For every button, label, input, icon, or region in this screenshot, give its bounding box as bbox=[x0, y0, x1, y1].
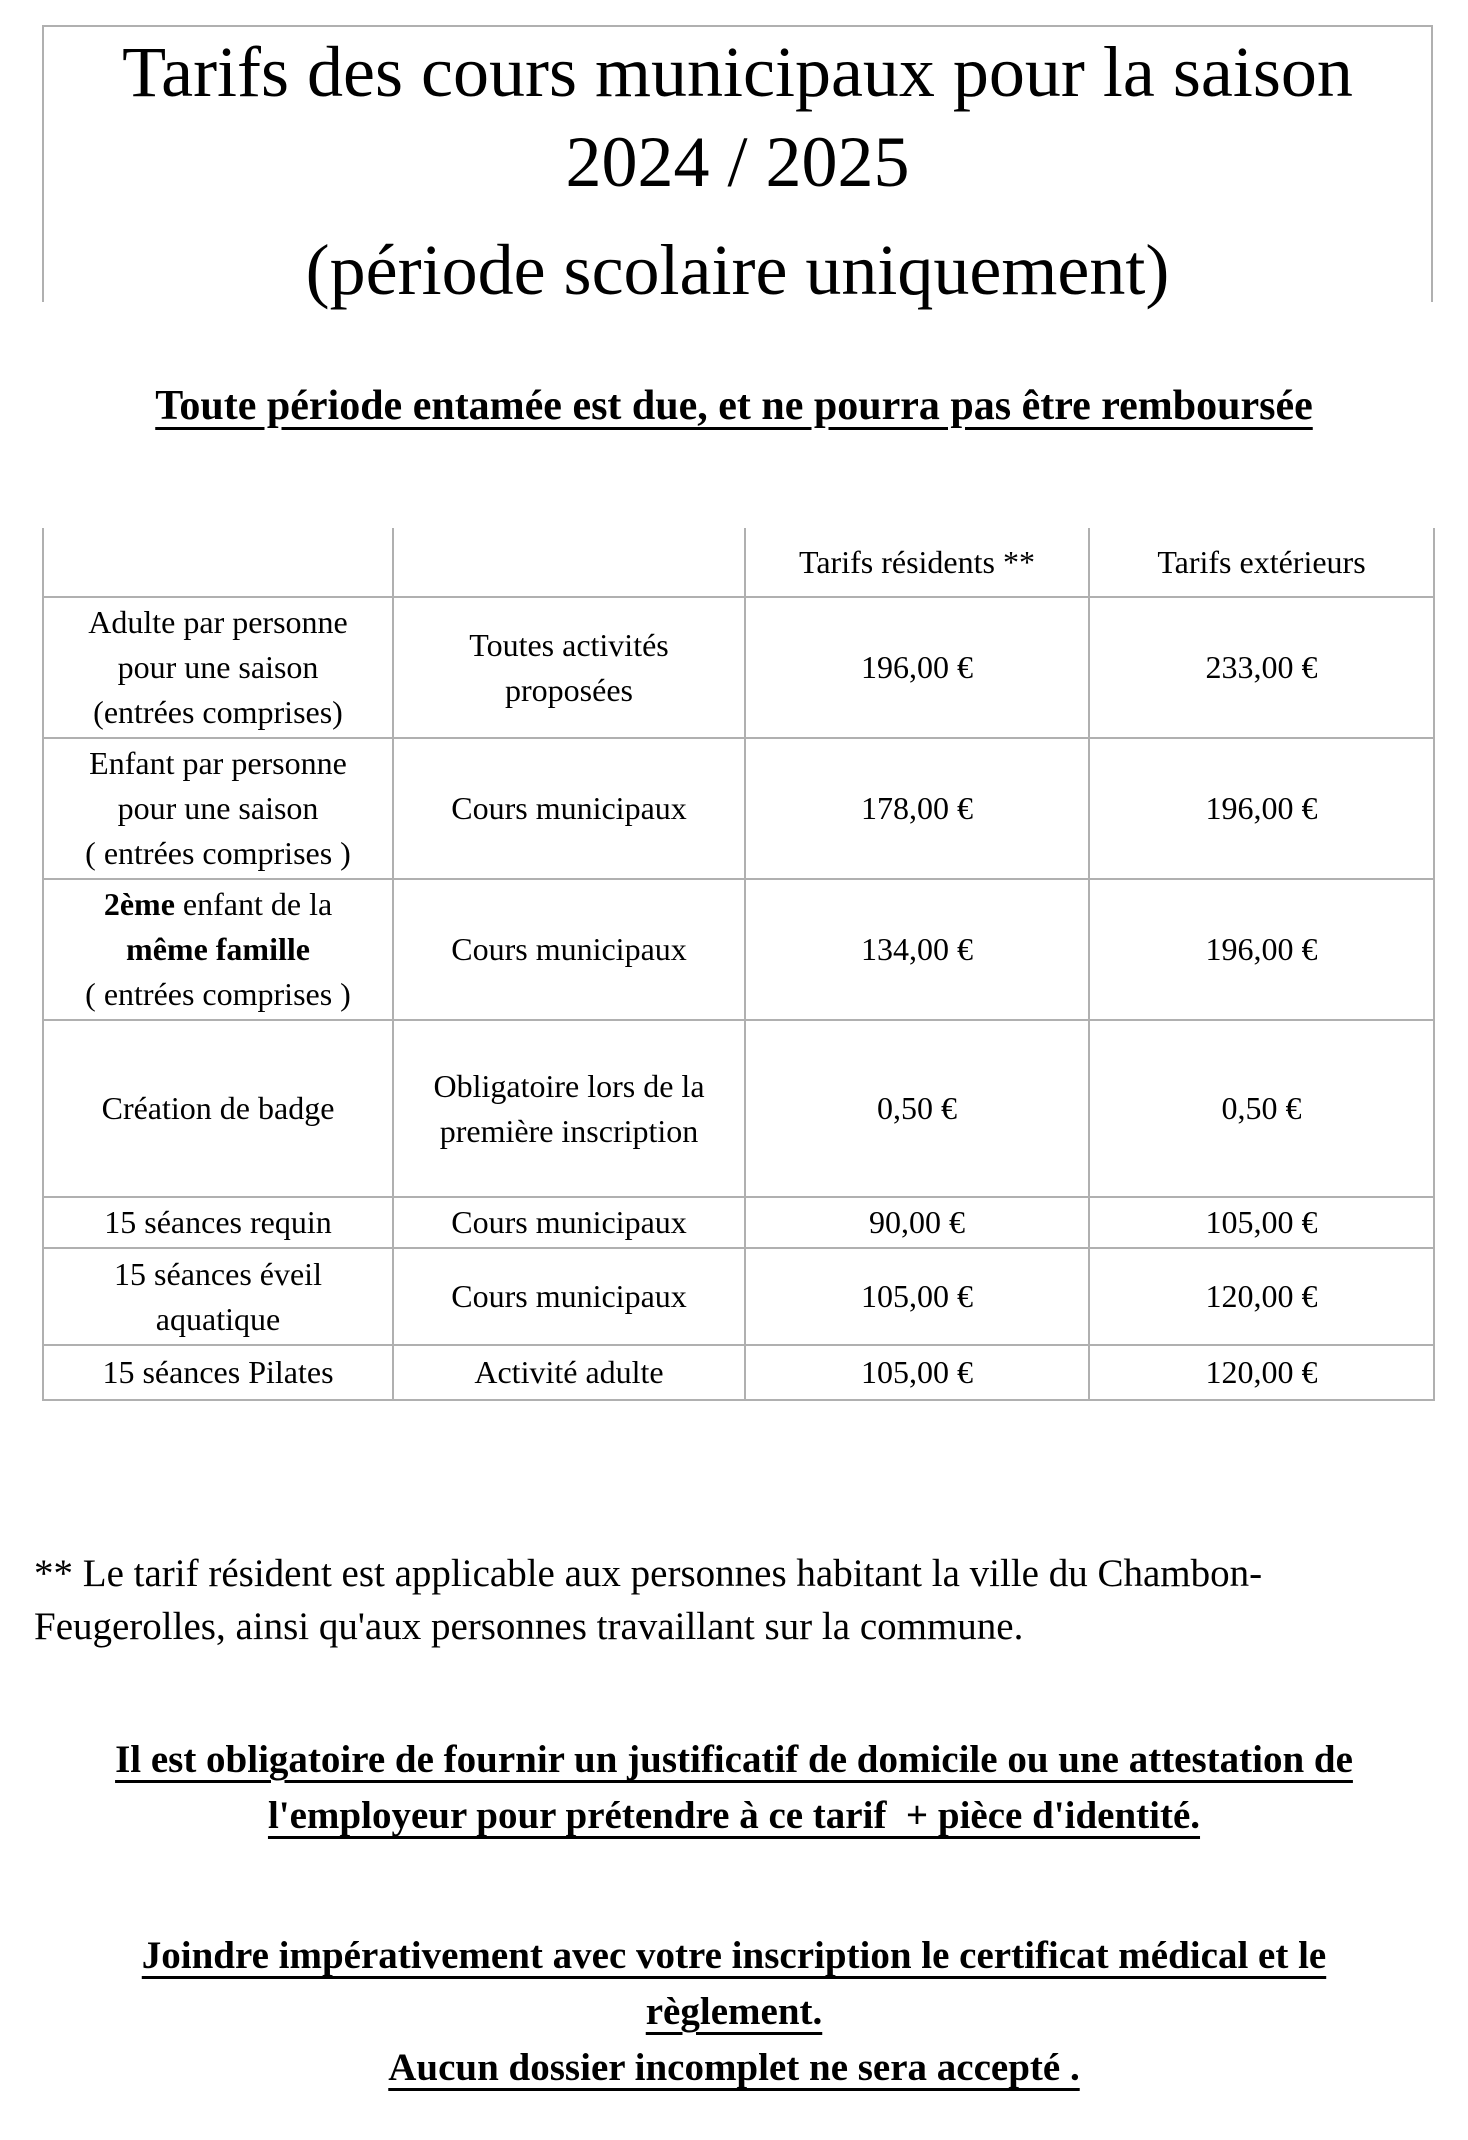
text-segment: 134,00 € bbox=[861, 931, 973, 967]
table-cell bbox=[745, 879, 1089, 1020]
table-row bbox=[43, 1345, 1434, 1400]
refund-notice: Toute période entamée est due, et ne pourra pas être remboursée bbox=[155, 383, 1313, 429]
text-segment: Joindre impérativement avec votre inscription le certificat médical et le bbox=[141, 1934, 1327, 1977]
title-line-1: Tarifs des cours municipaux pour la saison bbox=[122, 32, 1353, 112]
text-segment: (entrées comprises) bbox=[93, 694, 343, 730]
text-segment: 178,00 € bbox=[861, 790, 973, 826]
text-segment: 105,00 € bbox=[1205, 1204, 1318, 1240]
table-row bbox=[43, 597, 1434, 738]
table-header-row bbox=[43, 528, 1434, 597]
text-segment: Cours municipaux bbox=[451, 1278, 687, 1314]
table-cell bbox=[43, 1197, 393, 1248]
text-segment: 105,00 € bbox=[861, 1354, 973, 1390]
table-row bbox=[43, 1020, 1434, 1197]
text-segment: Adulte par personne bbox=[88, 604, 348, 640]
resident-tariff-note bbox=[34, 1547, 1436, 1653]
table-cell bbox=[1089, 1197, 1434, 1248]
text-segment: Il est obligatoire de fournir un justificatif de domicile ou une attestation de bbox=[115, 1738, 1353, 1781]
text-segment: proposées bbox=[505, 671, 633, 708]
table-cell bbox=[43, 1020, 393, 1197]
header-empty-1 bbox=[43, 528, 393, 597]
text-segment: 0,50 € bbox=[877, 1090, 957, 1126]
text-segment: 90,00 € bbox=[869, 1204, 965, 1240]
title-box bbox=[42, 25, 1433, 310]
text-segment: Enfant par personne bbox=[89, 745, 347, 781]
table-cell bbox=[1089, 1020, 1434, 1197]
header-tarifs-residents: Tarifs résidents ** bbox=[745, 528, 1089, 597]
table-cell bbox=[43, 738, 393, 879]
text-segment: Création de badge bbox=[101, 1090, 335, 1126]
table-cell bbox=[393, 1345, 745, 1400]
text-segment: règlement. bbox=[645, 1990, 823, 2033]
text-segment: 233,00 € bbox=[1205, 649, 1318, 685]
text-segment: Cours municipaux bbox=[451, 931, 687, 967]
justificatif-notice bbox=[0, 1732, 1468, 1844]
text-segment: pour une saison bbox=[117, 649, 319, 685]
table-cell bbox=[393, 1248, 745, 1345]
table-cell bbox=[745, 738, 1089, 879]
text-segment: Activité adulte bbox=[474, 1354, 664, 1390]
text-segment: 120,00 € bbox=[1205, 1354, 1318, 1390]
table-row bbox=[43, 879, 1434, 1020]
final-notices bbox=[0, 1928, 1468, 2096]
table-cell bbox=[43, 1345, 393, 1400]
certificat-medical-notice bbox=[0, 1928, 1468, 2040]
table-cell bbox=[745, 1020, 1089, 1197]
dossier-incomplet-notice bbox=[0, 2040, 1468, 2096]
table-cell bbox=[1089, 1345, 1434, 1400]
table-cell bbox=[43, 597, 393, 738]
table-cell bbox=[745, 597, 1089, 738]
text-segment: Obligatoire lors de la bbox=[433, 1067, 705, 1104]
table-cell bbox=[393, 1197, 745, 1248]
table-cell bbox=[393, 1020, 745, 1197]
text-segment: 196,00 € bbox=[861, 649, 973, 685]
text-segment: 15 séances requin bbox=[104, 1204, 332, 1240]
table-cell bbox=[393, 879, 745, 1020]
text-segment: aquatique bbox=[155, 1300, 281, 1337]
tariff-table bbox=[42, 528, 1435, 1401]
title-line-2: 2024 / 2025 bbox=[565, 122, 910, 202]
text-segment: 196,00 € bbox=[1205, 931, 1318, 967]
text-segment: Cours municipaux bbox=[451, 790, 687, 826]
text-segment: 196,00 € bbox=[1205, 790, 1318, 826]
justificatif-notice-text bbox=[0, 1732, 1468, 1844]
text-segment: Feugerolles, ainsi qu'aux personnes travaillant sur la commune. bbox=[34, 1605, 1024, 1648]
table-body bbox=[43, 597, 1434, 1400]
text-segment: 120,00 € bbox=[1205, 1278, 1318, 1314]
table-cell bbox=[393, 597, 745, 738]
text-segment: enfant de la bbox=[174, 886, 333, 922]
table-cell bbox=[745, 1197, 1089, 1248]
table-cell bbox=[1089, 597, 1434, 738]
table-cell bbox=[1089, 738, 1434, 879]
text-segment: 105,00 € bbox=[861, 1278, 973, 1314]
text-segment: Cours municipaux bbox=[451, 1204, 687, 1240]
table-cell bbox=[1089, 1248, 1434, 1345]
text-segment: pour une saison bbox=[117, 790, 319, 826]
text-segment: 2ème bbox=[103, 886, 175, 922]
text-segment: l'employeur pour prétendre à ce tarif + pièce d'identité. bbox=[267, 1794, 1201, 1837]
title-line-3: (période scolaire uniquement) bbox=[305, 230, 1170, 310]
table-cell bbox=[43, 879, 393, 1020]
table-cell bbox=[393, 738, 745, 879]
text-segment: Aucun dossier incomplet ne sera accepté . bbox=[388, 2046, 1080, 2089]
table-cell bbox=[745, 1248, 1089, 1345]
table-cell bbox=[745, 1345, 1089, 1400]
text-segment: Toutes activités bbox=[469, 626, 669, 663]
header-tarifs-exterieurs: Tarifs extérieurs bbox=[1089, 528, 1434, 597]
table-cell bbox=[43, 1248, 393, 1345]
table-row bbox=[43, 1248, 1434, 1345]
text-segment: même famille bbox=[126, 931, 310, 967]
text-segment: ** Le tarif résident est applicable aux personnes habitant la ville du Chambon- bbox=[34, 1552, 1263, 1595]
text-segment: 15 séances éveil bbox=[114, 1255, 322, 1292]
table-cell bbox=[1089, 879, 1434, 1020]
text-segment: 15 séances Pilates bbox=[102, 1354, 334, 1390]
header-empty-2 bbox=[393, 528, 745, 597]
text-segment: première inscription bbox=[439, 1112, 699, 1149]
text-segment: ( entrées comprises ) bbox=[85, 976, 351, 1012]
text-segment: 0,50 € bbox=[1221, 1090, 1302, 1126]
text-segment: ( entrées comprises ) bbox=[85, 835, 351, 871]
table-row bbox=[43, 738, 1434, 879]
table-row bbox=[43, 1197, 1434, 1248]
